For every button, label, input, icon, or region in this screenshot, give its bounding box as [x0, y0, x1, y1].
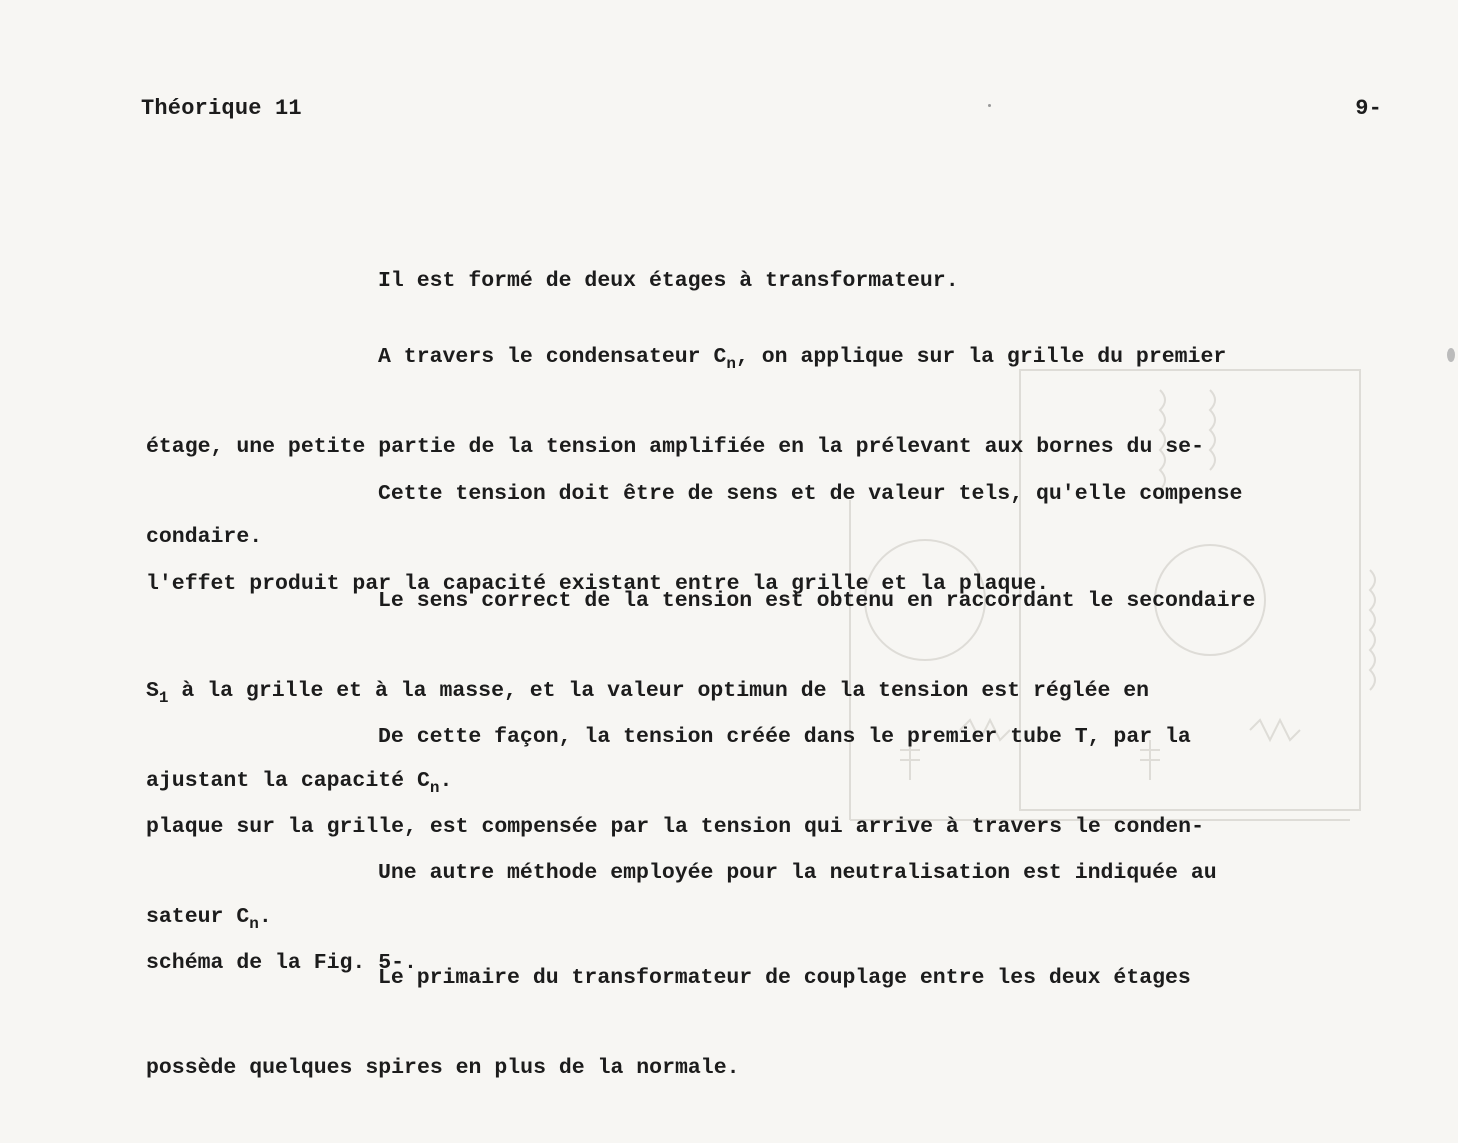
paragraph-3-line-2: l'effet produit par la capacité existant entre la grille et la plaque. — [146, 572, 1050, 596]
paragraph-2-line-3: condaire. — [146, 525, 263, 549]
paragraph-7-line-1: Le primaire du transformateur de couplage entre les deux étages — [378, 966, 1191, 990]
paragraph-4-line-2: $S_1$ à la grille et à la masse, et la valeur optimun de la tension est réglée en — [146, 679, 1150, 707]
paragraph-4-line-1: Le sens correct de la tension est obtenu en raccordant le secondaire — [378, 589, 1256, 613]
paragraph-5-line-2: plaque sur la grille, est compensée par la tension qui arrive à travers le conden- — [146, 815, 1204, 839]
document-header-title: Théorique 11 — [141, 96, 302, 121]
paragraph-2-line-1: A travers le condensateur $C_n$, on applique sur la grille du premier — [378, 345, 1227, 373]
paragraph-7-line-2: possède quelques spires en plus de la normale. — [146, 1056, 740, 1080]
paragraph-5-line-1: De cette façon, la tension créée dans le premier tube T, par la — [378, 725, 1191, 749]
paragraph-6-line-2: schéma de la Fig. 5-. — [146, 951, 417, 975]
scan-speck — [1447, 348, 1455, 362]
paragraph-1-line-1: Il est formé de deux étages à transformateur. — [378, 269, 959, 293]
paragraph-4-line-3: ajustant la capacité $C_n$. — [146, 769, 453, 797]
paragraph-5-line-3: sateur $C_n$. — [146, 905, 272, 933]
paragraph-6-line-1: Une autre méthode employée pour la neutralisation est indiquée au — [378, 861, 1217, 885]
paragraph-3-line-1: Cette tension doit être de sens et de valeur tels, qu'elle compense — [378, 482, 1243, 506]
page-number: 9- — [1355, 96, 1382, 121]
paragraph-7 — [146, 903, 1436, 1143]
scan-speck — [988, 104, 991, 107]
paragraph-2-line-2: étage, une petite partie de la tension amplifiée en la prélevant aux bornes du se- — [146, 435, 1204, 459]
